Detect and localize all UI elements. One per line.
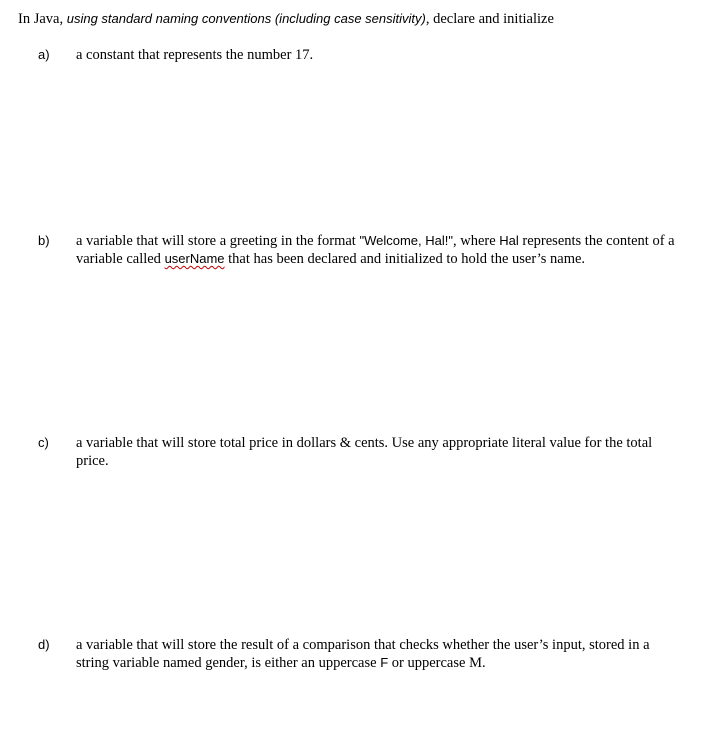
item-text-part: a variable that will store total price in dollars & cents. Use any appropriate literal value for the total price. [76, 435, 653, 469]
intro-emphasis: using standard naming conventions (including case sensitivity) [66, 11, 426, 26]
item-text-part: represents the content of a variable called [76, 233, 675, 267]
item-marker: b) [38, 233, 50, 248]
item-marker: d) [38, 637, 50, 652]
item-text-part: , where [452, 233, 500, 249]
hal-term: Hal [499, 233, 519, 248]
item-text-part: a variable that will store a greeting in the format [76, 233, 360, 249]
item-text [76, 636, 682, 672]
greeting-example: "Welcome, Hal!" [359, 233, 453, 248]
item-text [76, 232, 682, 268]
intro-prefix: In Java, [18, 11, 67, 27]
item-text-part: a constant that represents the number 17. [76, 47, 314, 63]
item-text [76, 46, 682, 64]
item-text-part: or uppercase M. [388, 655, 486, 671]
intro-suffix: , declare and initialize [425, 11, 554, 27]
item-text [76, 434, 682, 470]
username-term: userName [164, 251, 225, 266]
item-marker: a) [38, 47, 50, 62]
question-intro [18, 10, 698, 28]
f-term: F [380, 655, 389, 670]
item-marker: c) [38, 435, 49, 450]
item-text-part: a variable that will store the result of a comparison that checks whether the user’s input, stored in a string variable named gender, is either an uppercase [76, 637, 650, 671]
item-text-part: that has been declared and initialized to hold the user’s name. [224, 251, 586, 267]
